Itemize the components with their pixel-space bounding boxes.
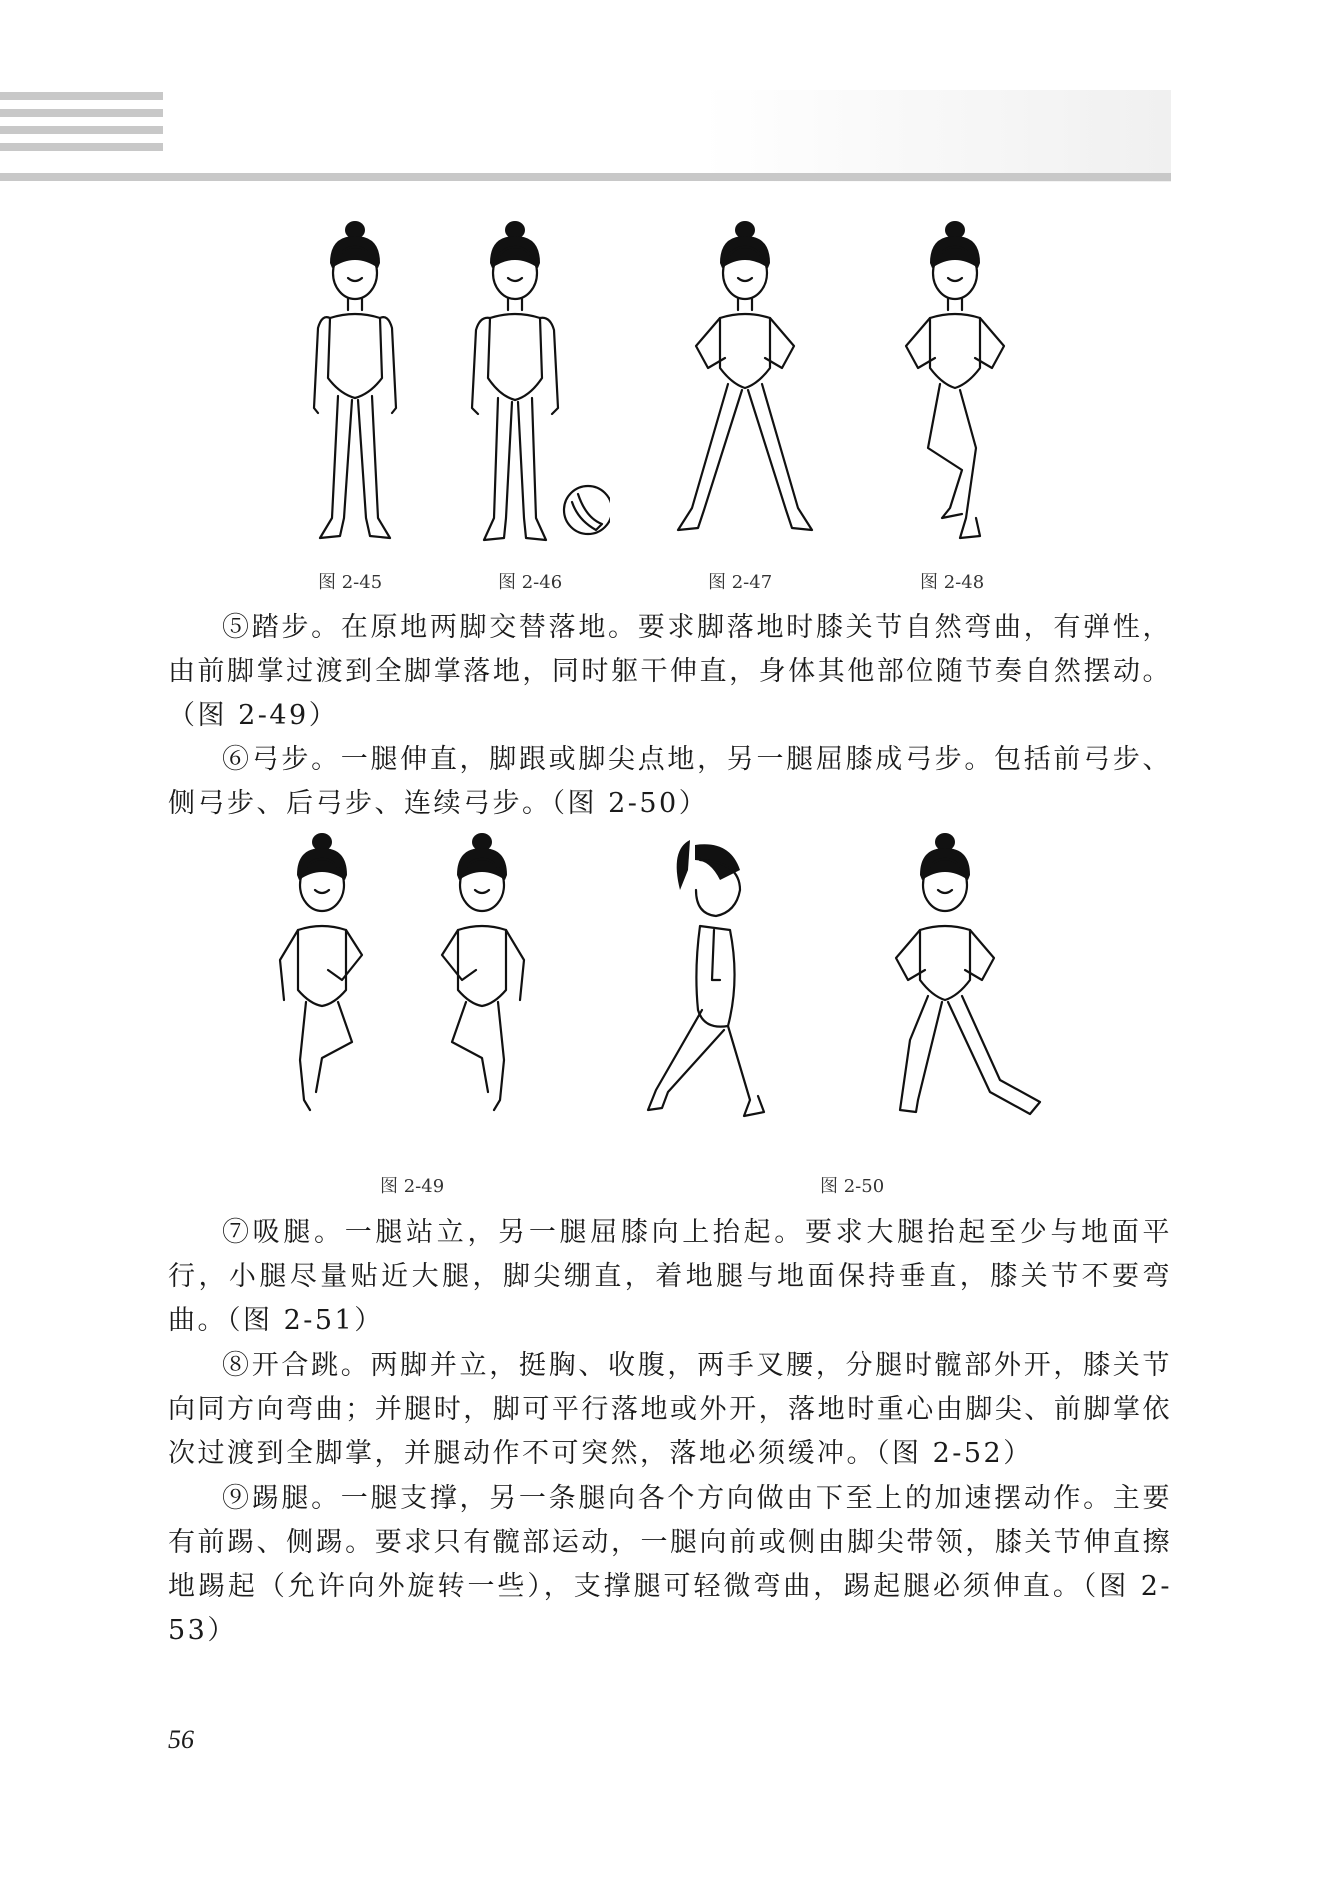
- figure-2-48-illustration: [880, 218, 1030, 548]
- figure-2-49-illustration: [262, 830, 562, 1135]
- paragraph-9: ⑨踢腿。一腿支撑，另一条腿向各个方向做由下至上的加速摆动作。主要有前踢、侧踢。要求只有髋部运动，一腿向前或侧由脚尖带领，膝关节伸直擦地踢起（允许向外旋转一些），支撑腿可轻微弯曲，踢起腿必须伸直。（图 2-53）: [168, 1483, 1172, 1646]
- paragraph-8: ⑧开合跳。两脚并立，挺胸、收腹，两手叉腰，分腿时髋部外开，膝关节向同方向弯曲；并腿时，脚可平行落地或外开，落地时重心由脚尖、前脚掌依次过渡到全脚掌，并腿动作不可突然，落地必须缓冲。（图 2-52）: [168, 1350, 1172, 1469]
- figure-2-46-illustration: [460, 218, 610, 548]
- figure-caption: 图 2-48: [920, 572, 985, 593]
- header-stripes: [0, 92, 163, 160]
- figure-caption: 图 2-45: [318, 572, 383, 593]
- figure-2-47-illustration: [670, 218, 820, 548]
- figure-caption: 图 2-50: [820, 1176, 885, 1197]
- header-band: [0, 90, 1171, 182]
- figure-caption: 图 2-46: [498, 572, 563, 593]
- paragraph-6: ⑥弓步。一腿伸直，脚跟或脚尖点地，另一腿屈膝成弓步。包括前弓步、侧弓步、后弓步、连续弓步。（图 2-50）: [168, 744, 1172, 819]
- paragraph-5: ⑤踏步。在原地两脚交替落地。要求脚落地时膝关节自然弯曲，有弹性，由前脚掌过渡到全脚掌落地，同时躯干伸直，身体其他部位随节奏自然摆动。（图 2-49）: [168, 612, 1172, 731]
- figure-2-50-illustration: [640, 830, 1070, 1135]
- figure-caption: 图 2-49: [380, 1176, 445, 1197]
- header-rule: [0, 173, 1171, 181]
- figure-caption: 图 2-47: [708, 572, 773, 593]
- paragraph-7: ⑦吸腿。一腿站立，另一腿屈膝向上抬起。要求大腿抬起至少与地面平行，小腿尽量贴近大腿，脚尖绷直，着地腿与地面保持垂直，膝关节不要弯曲。（图 2-51）: [168, 1217, 1172, 1336]
- page-number: 56: [168, 1725, 194, 1754]
- figure-2-45-illustration: [300, 218, 410, 548]
